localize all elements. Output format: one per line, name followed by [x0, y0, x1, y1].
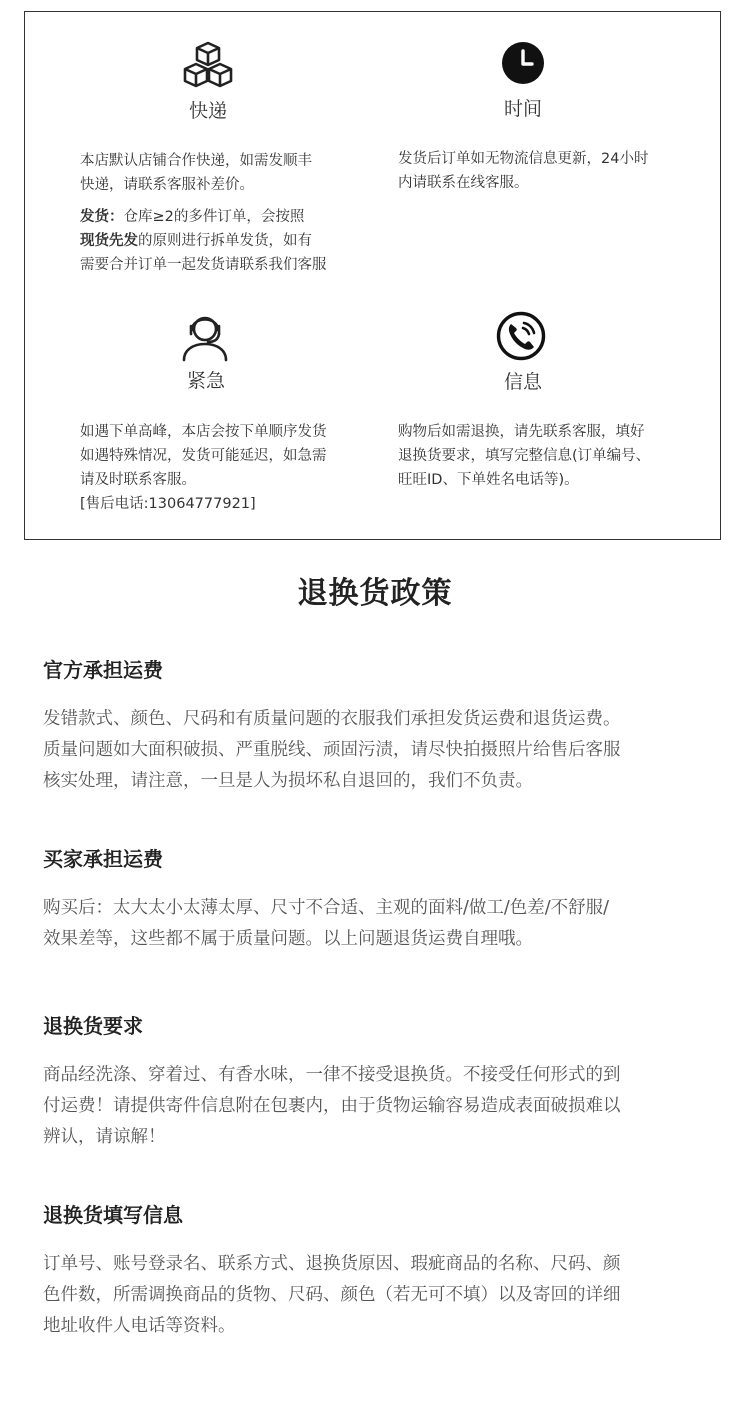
desc-text: 本店默认店铺合作快递，如需发顺丰 [80, 153, 312, 169]
service-cell-express [25, 12, 373, 282]
service-desc-time [398, 147, 648, 195]
section-line: 商品经洗涤、穿着过、有香水味，一律不接受退换货。不接受任何形式的到 [43, 1065, 621, 1085]
section-line: 付运费！请提供寄件信息附在包裹内，由于货物运输容易造成表面破损难以 [43, 1096, 621, 1116]
service-cell-info [373, 282, 721, 541]
service-desc-express [80, 149, 327, 277]
desc-line [398, 171, 648, 195]
desc-line [80, 444, 327, 468]
desc-line [80, 229, 327, 253]
section-line: 订单号、账号登录名、联系方式、退换货原因、瑕疵商品的名称、尺码、颜 [43, 1254, 621, 1274]
desc-text: 购物后如需退换，请先联系客服，填好 [398, 424, 645, 440]
service-cell-urgent [25, 282, 373, 541]
service-desc-info [398, 420, 650, 492]
desc-line [80, 492, 327, 516]
section-line: 辨认，请谅解！ [43, 1127, 166, 1147]
section-line: 购买后：太大太小太薄太厚、尺寸不合适、主观的面料/做工/色差/不舒服/ [43, 898, 610, 918]
desc-text: 请及时联系客服。 [80, 472, 196, 488]
desc-line [398, 420, 650, 444]
desc-line [80, 420, 327, 444]
section-line: 地址收件人电话等资料。 [43, 1316, 236, 1336]
boxes-icon [182, 40, 234, 92]
service-title-express: 快递 [188, 100, 227, 122]
section-line: 核实处理，请注意，一旦是人为损坏私自退回的，我们不负责。 [43, 771, 533, 791]
section-title-return-requirements: 退换货要求 [43, 1014, 143, 1038]
desc-text: 退换货要求，填写完整信息(订单编号、 [398, 448, 651, 464]
service-info-box [24, 11, 721, 540]
section-title-return-info: 退换货填写信息 [43, 1203, 183, 1227]
desc-line [398, 147, 648, 171]
desc-text: 如遇特殊情况，发货可能延迟，如急需 [80, 448, 327, 464]
desc-line [80, 205, 327, 229]
desc-text: 的原则进行拆单发货，如有 [138, 233, 312, 249]
section-title-official-shipping: 官方承担运费 [43, 658, 163, 682]
section-title-buyer-shipping: 买家承担运费 [43, 847, 163, 871]
section-body-return-info [43, 1249, 713, 1342]
desc-text: [售后电话:13064777921] [80, 496, 256, 512]
service-title-time: 时间 [503, 98, 542, 120]
desc-text: 内请联系在线客服。 [398, 175, 529, 191]
clock-icon [501, 41, 545, 85]
desc-line [80, 173, 327, 197]
section-body-official-shipping [43, 704, 713, 797]
phone-icon [496, 311, 546, 361]
desc-line [80, 149, 327, 173]
service-cell-time [373, 12, 721, 282]
desc-line [398, 468, 650, 492]
section-line: 效果差等，这些都不属于质量问题。以上问题退货运费自理哦。 [43, 929, 533, 949]
service-title-urgent: 紧急 [186, 370, 225, 392]
paragraph-gap [80, 197, 327, 205]
desc-text: 需要合并订单一起发货请联系我们客服 [80, 257, 327, 273]
desc-line [80, 468, 327, 492]
headset-agent-icon [180, 310, 230, 362]
section-line: 发错款式、颜色、尺码和有质量问题的衣服我们承担发货运费和退货运费。 [43, 709, 621, 729]
section-body-buyer-shipping [43, 893, 713, 955]
desc-text: 发货后订单如无物流信息更新，24小时 [398, 151, 649, 167]
desc-text: 如遇下单高峰，本店会按下单顺序发货 [80, 424, 327, 440]
section-line: 质量问题如大面积破损、严重脱线、顽固污渍，请尽快拍摄照片给售后客服 [43, 740, 621, 760]
service-title-info: 信息 [503, 371, 542, 393]
policy-title: 退换货政策 [297, 576, 453, 611]
desc-emphasis: 现货先发 [80, 233, 138, 249]
section-line: 色件数，所需调换商品的货物、尺码、颜色（若无可不填）以及寄回的详细 [43, 1285, 621, 1305]
section-body-return-requirements [43, 1060, 713, 1153]
desc-text: 快递，请联系客服补差价。 [80, 177, 254, 193]
desc-line [80, 253, 327, 277]
service-desc-urgent [80, 420, 327, 516]
desc-text: 仓库≥2的多件订单，会按照 [123, 209, 305, 225]
desc-line [398, 444, 650, 468]
desc-text: 旺旺ID、下单姓名电话等)。 [398, 472, 579, 488]
desc-emphasis: 发货： [80, 209, 124, 225]
